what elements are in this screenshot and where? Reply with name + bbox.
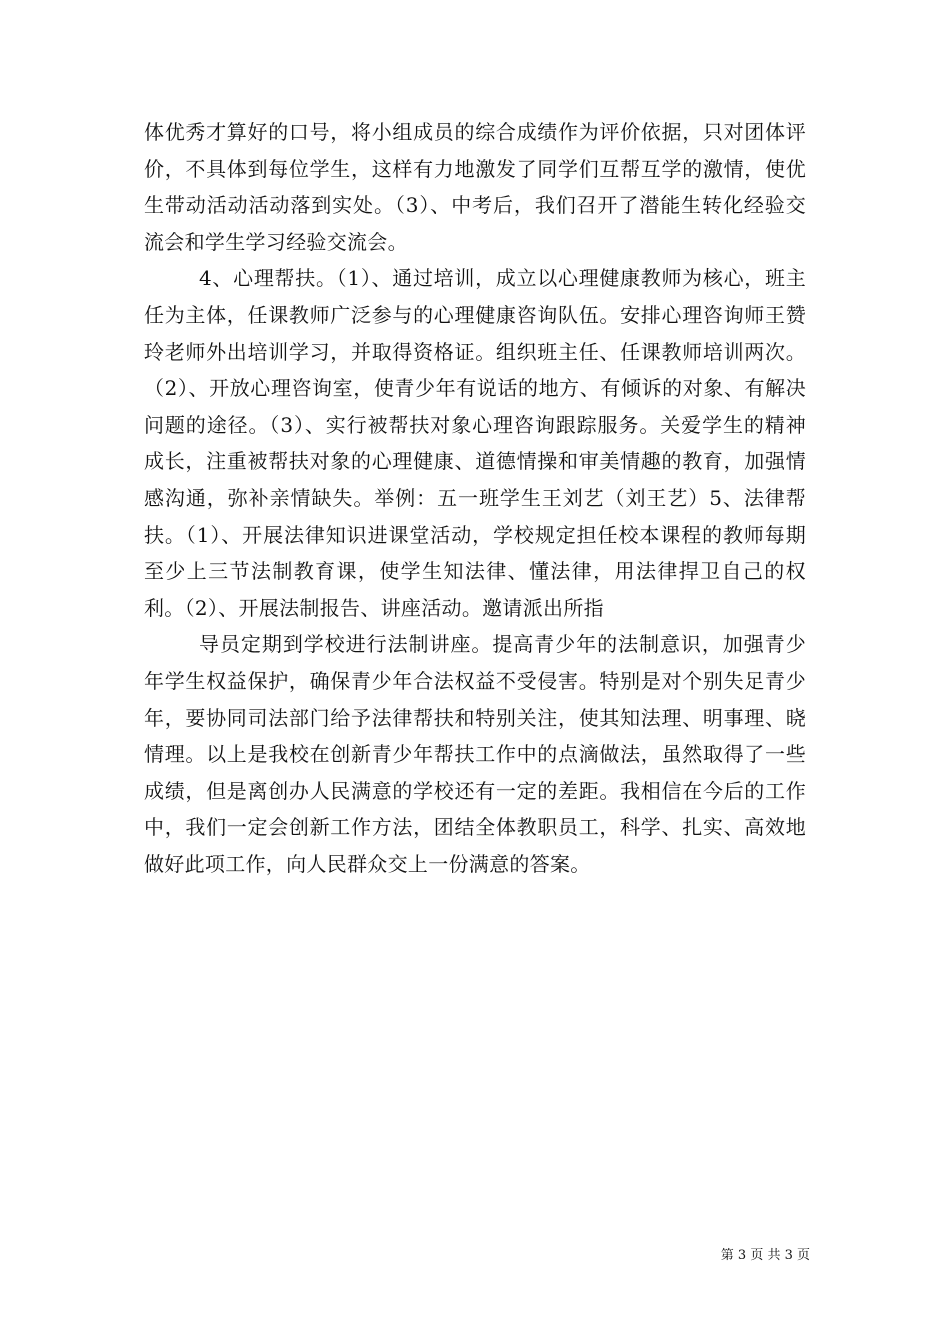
document-body xyxy=(144,114,806,882)
page-number-footer: 第 3 页 共 3 页 xyxy=(720,1248,810,1263)
paragraph-conclusion: 导员定期到学校进行法制讲座。提高青少年的法制意识，加强青少年学生权益保护，确保青少年合法权益不受侵害。特别是对个别失足青少年，要协同司法部门给予法律帮扶和特别关注，使其知法理、明事理、晓情理。以上是我校在创新青少年帮扶工作中的点滴做法，虽然取得了一些成绩，但是离创办人民满意的学校还有一定的差距。我相信在今后的工作中，我们一定会创新工作方法，团结全体教职员工，科学、扎实、高效地做好此项工作，向人民群众交上一份满意的答案。 xyxy=(144,632,806,876)
paragraph-continued: 体优秀才算好的口号，将小组成员的综合成绩作为评价依据，只对团体评价，不具体到每位学生，这样有力地激发了同学们互帮互学的激情，使优生带动活动活动落到实处。（3）、中考后，我们召开了潜能生转化经验交流会和学生学习经验交流会。 xyxy=(144,120,806,254)
paragraph-psychological-support: 4、心理帮扶。（1）、通过培训，成立以心理健康教师为核心，班主任为主体，任课教师广泛参与的心理健康咨询队伍。安排心理咨询师王赞玲老师外出培训学习，并取得资格证。组织班主任、任课教师培训两次。（2）、开放心理咨询室，使青少年有说话的地方、有倾诉的对象、有解决问题的途径。（3）、实行被帮扶对象心理咨询跟踪服务。关爱学生的精神成长，注重被帮扶对象的心理健康、道德情操和审美情趣的教育，加强情感沟通，弥补亲情缺失。举例：五一班学生王刘艺（刘王艺）5、法律帮扶。（1）、开展法律知识进课堂活动，学校规定担任校本课程的教师每期至少上三节法制教育课，使学生知法律、懂法律，用法律捍卫自己的权利。（2）、开展法制报告、讲座活动。邀请派出所指 xyxy=(144,266,806,620)
